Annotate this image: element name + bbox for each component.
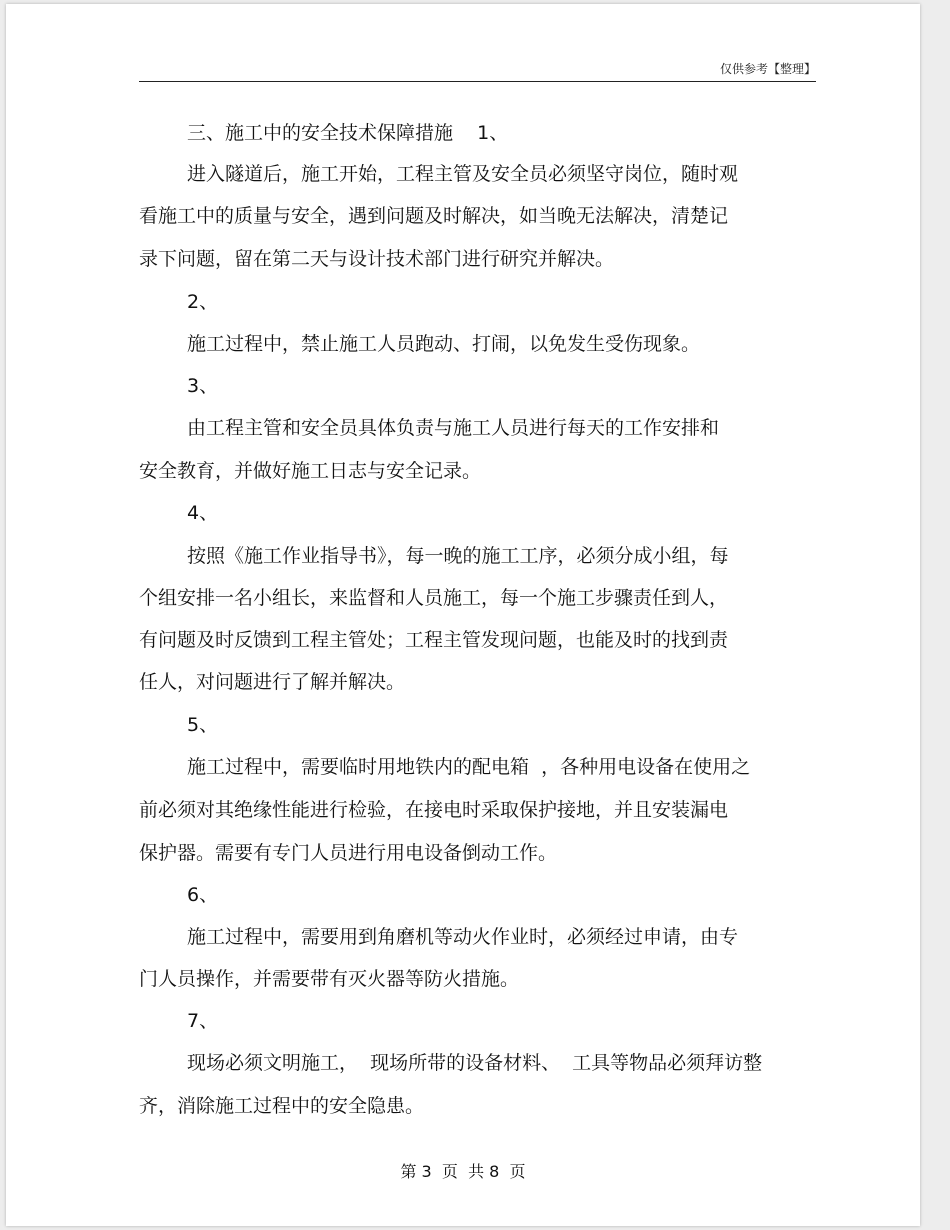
item-number: 6、 xyxy=(187,884,219,906)
paragraph-line: 保护器。需要有专门人员进行用电设备倒动工作。 xyxy=(139,842,558,864)
paragraph-line: 安全教育，并做好施工日志与安全记录。 xyxy=(139,460,482,482)
paragraph-line: 有问题及时反馈到工程主管处；工程主管发现问题，也能及时的找到责 xyxy=(139,629,729,651)
paragraph-line: 前必须对其绝缘性能进行检验，在接电时采取保护接地，并且安装漏电 xyxy=(139,799,729,821)
paragraph-line: 门人员操作，并需要带有灭火器等防火措施。 xyxy=(139,968,520,990)
paragraph-line: 现场必须文明施工， 现场所带的设备材料、 工具等物品必须拜访整 xyxy=(187,1052,763,1074)
page-number-footer: 第 3 页 共 8 页 xyxy=(400,1162,526,1181)
paragraph-line: 任人，对问题进行了解并解决。 xyxy=(139,671,406,693)
paragraph-line: 按照《施工作业指导书》，每一晚的施工工序，必须分成小组，每 xyxy=(187,545,729,567)
item-number: 4、 xyxy=(187,502,219,524)
paragraph-line: 个组安排一名小组长，来监督和人员施工，每一个施工步骤责任到人， xyxy=(139,587,729,609)
section-heading: 三、施工中的安全技术保障措施 1、 xyxy=(187,122,509,144)
item-number: 2、 xyxy=(187,291,219,313)
paragraph-line: 施工过程中，需要用到角磨机等动火作业时，必须经过申请，由专 xyxy=(187,926,739,948)
paragraph-line: 进入隧道后，施工开始，工程主管及安全员必须坚守岗位，随时观 xyxy=(187,163,739,185)
paragraph-line: 施工过程中，禁止施工人员跑动、打闹，以免发生受伤现象。 xyxy=(187,333,701,355)
item-number: 5、 xyxy=(187,714,219,736)
page-header xyxy=(146,60,816,78)
paragraph-line: 齐，消除施工过程中的安全隐患。 xyxy=(139,1095,425,1117)
paragraph-line: 看施工中的质量与安全，遇到问题及时解决，如当晚无法解决，清楚记 xyxy=(139,205,729,227)
header-divider xyxy=(139,81,816,82)
header-note: 仅供参考【整理】 xyxy=(719,62,816,76)
paragraph-line: 施工过程中，需要临时用地铁内的配电箱 ，各种用电设备在使用之 xyxy=(187,756,751,778)
document-page xyxy=(6,4,920,1226)
paragraph-line: 录下问题，留在第二天与设计技术部门进行研究并解决。 xyxy=(139,248,615,270)
item-number: 7、 xyxy=(187,1010,219,1032)
paragraph-line: 由工程主管和安全员具体负责与施工人员进行每天的工作安排和 xyxy=(187,417,720,439)
item-number: 3、 xyxy=(187,375,219,397)
